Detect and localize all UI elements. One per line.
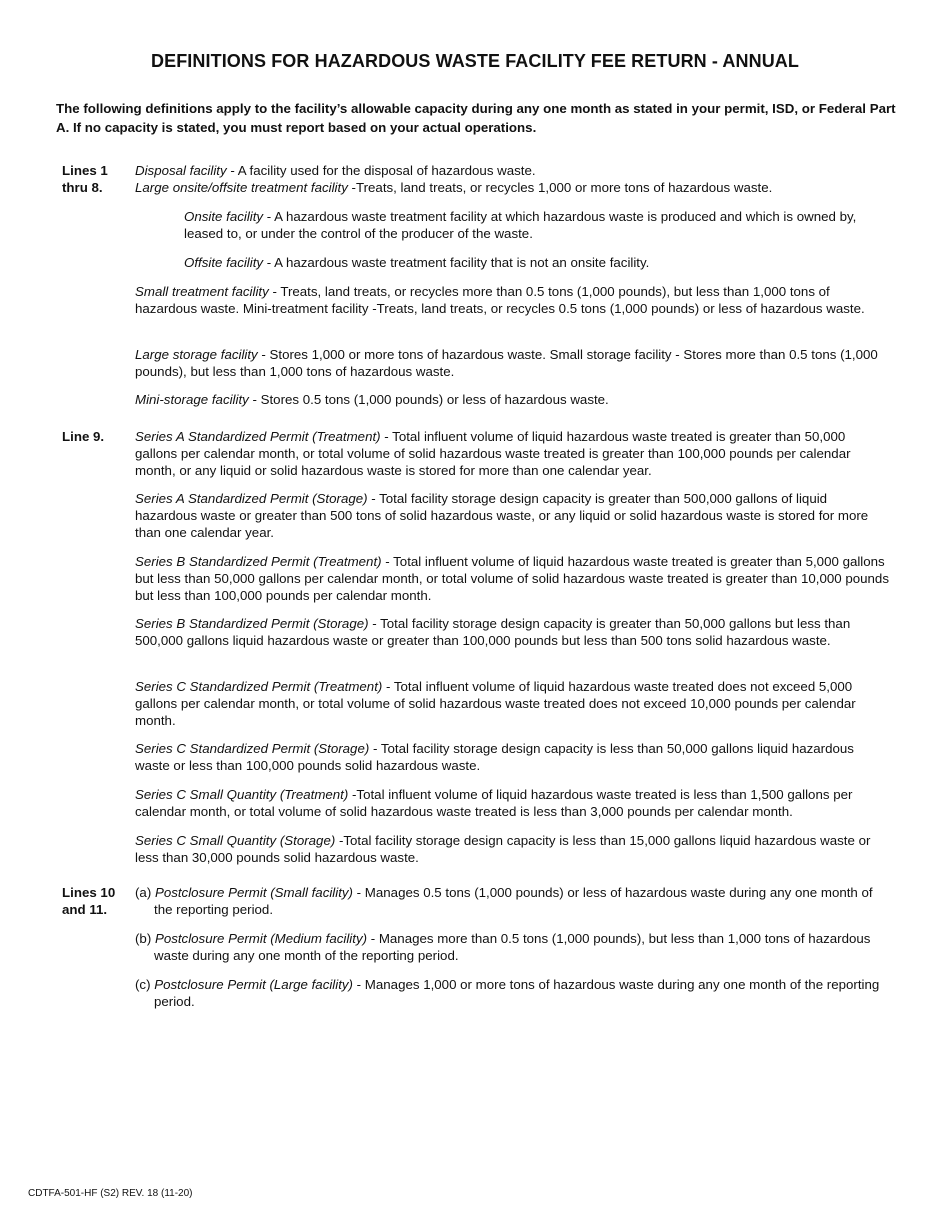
definition: - Total facility storage design capacity is less than 50,000 gallons liquid hazardous waste or less than 100,000 pounds solid hazardous waste. [135, 741, 854, 773]
def-offsite-facility [184, 254, 884, 271]
definition: -Total facility storage design capacity is less than 15,000 gallons liquid hazardous waste or less than 30,000 pounds solid hazardous waste. [135, 833, 871, 865]
term: Series B Standardized Permit (Storage) [135, 616, 369, 631]
def-onsite-facility [184, 208, 884, 242]
definition: - Total influent volume of liquid hazardous waste treated does not exceed 5,000 gallons per calendar month, or total volume of solid hazardous waste treated does not exceed 10,000 pounds per calendar month. [135, 679, 856, 728]
def-disposal-facility [135, 162, 890, 179]
label-lines-1-8: Lines 1 thru 8. [62, 163, 108, 195]
def-large-onsite-offsite [135, 179, 890, 196]
term: Series C Small Quantity (Treatment) [135, 787, 349, 802]
definition: - Total influent volume of liquid hazardous waste treated is greater than 5,000 gallons but less than 50,000 gallons per calendar month, or total volume of solid hazardous waste treated is greater than 10,000 pounds but less than 100,000 pounds per calendar month. [135, 554, 889, 603]
term: Offsite facility [184, 255, 264, 270]
item-prefix: (c) [135, 977, 155, 992]
def-series-c-treatment [135, 678, 890, 729]
label-lines-10-11: Lines 10 and 11. [62, 885, 116, 917]
def-small-treatment-facility [135, 283, 890, 317]
definition: -Total influent volume of liquid hazardous waste treated is less than 1,500 gallons per calendar month, or total volume of solid hazardous waste treated is less than 3,000 pounds per calendar month. [135, 787, 853, 819]
form-number-footer: CDTFA-501-HF (S2) REV. 18 (11-20) [28, 1188, 193, 1199]
def-series-a-storage [135, 490, 890, 541]
definition: - Stores 1,000 or more tons of hazardous waste. Small storage facility - Stores more than 0.5 tons (1,000 pounds), but less than 1,000 tons of hazardous waste. [135, 347, 878, 379]
definition: - Manages 0.5 tons (1,000 pounds) or less of hazardous waste during any one month of the reporting period. [154, 885, 873, 917]
definition: - Treats, land treats, or recycles more than 0.5 tons (1,000 pounds), but less than 1,000 tons of hazardous waste. Mini-treatment facility -Treats, land treats, or recycles 0.5 tons (1,000 pounds) or less of hazardous waste. [135, 284, 865, 316]
term: Postclosure Permit (Small facility) [154, 885, 353, 900]
def-series-b-storage [135, 615, 890, 649]
definition: - Manages 1,000 or more tons of hazardous waste during any one month of the reporting period. [154, 977, 880, 1009]
item-prefix: (a) [135, 885, 155, 900]
def-postclosure-medium [135, 930, 894, 964]
term: Postclosure Permit (Large facility) [154, 977, 353, 992]
term: Series C Standardized Permit (Treatment) [135, 679, 383, 694]
page-title: DEFINITIONS FOR HAZARDOUS WASTE FACILITY FEE RETURN - ANNUAL [151, 51, 799, 71]
definition: - A hazardous waste treatment facility at which hazardous waste is produced and which is owned by, leased to, or under the control of the producer of the waste. [184, 209, 857, 241]
def-series-c-small-quantity-storage [135, 832, 890, 866]
def-mini-storage-facility [135, 391, 890, 408]
term: Postclosure Permit (Medium facility) [154, 931, 368, 946]
term: Onsite facility [184, 209, 264, 224]
intro-paragraph: The following definitions apply to the facility’s allowable capacity during any one month as stated in your permit, ISD, or Federal Part A. If no capacity is stated, you must report based on your actual operations. [56, 101, 896, 135]
term: Series C Small Quantity (Storage) [135, 833, 336, 848]
definition: - Total facility storage design capacity is greater than 50,000 gallons but less than 500,000 gallons liquid hazardous waste or greater than 100,000 pounds but less than 500 tons solid hazardous waste. [135, 616, 851, 648]
term: Series A Standardized Permit (Storage) [135, 491, 368, 506]
definition: - Total facility storage design capacity is greater than 500,000 gallons of liquid hazardous waste or greater than 500 tons of solid hazardous waste, or any liquid or solid hazardous waste is stored for more than one calendar year. [135, 491, 869, 540]
definition: - Manages more than 0.5 tons (1,000 pounds), but less than 1,000 tons of hazardous waste during any one month of the reporting period. [154, 931, 871, 963]
term: Disposal facility [135, 163, 227, 178]
def-series-c-small-quantity-treatment [135, 786, 890, 820]
definition: - Stores 0.5 tons (1,000 pounds) or less of hazardous waste. [248, 392, 609, 407]
term: Small treatment facility [135, 284, 269, 299]
item-prefix: (b) [135, 931, 155, 946]
term: Mini-storage facility [135, 392, 249, 407]
def-series-b-treatment [135, 553, 890, 604]
term: Series C Standardized Permit (Storage) [135, 741, 370, 756]
def-postclosure-small [135, 884, 894, 918]
definition: -Treats, land treats, or recycles 1,000 or more tons of hazardous waste. [347, 180, 773, 195]
label-line-9: Line 9. [62, 429, 105, 444]
def-postclosure-large [135, 976, 894, 1010]
term: Series A Standardized Permit (Treatment) [135, 429, 381, 444]
term: Series B Standardized Permit (Treatment) [135, 554, 382, 569]
term: Large storage facility [135, 347, 258, 362]
definition: - A hazardous waste treatment facility that is not an onsite facility. [263, 255, 650, 270]
def-large-storage-facility [135, 346, 890, 380]
term: Large onsite/offsite treatment facility [135, 180, 348, 195]
definition: - Total influent volume of liquid hazardous waste treated is greater than 50,000 gallons per calendar month, or total volume of solid hazardous waste treated is greater than 100,000 pounds per calendar month, or any liquid or solid hazardous waste is stored for more than one calendar year. [135, 429, 851, 478]
def-series-c-storage [135, 740, 890, 774]
definition: - A facility used for the disposal of hazardous waste. [226, 163, 536, 178]
def-series-a-treatment [135, 428, 890, 479]
